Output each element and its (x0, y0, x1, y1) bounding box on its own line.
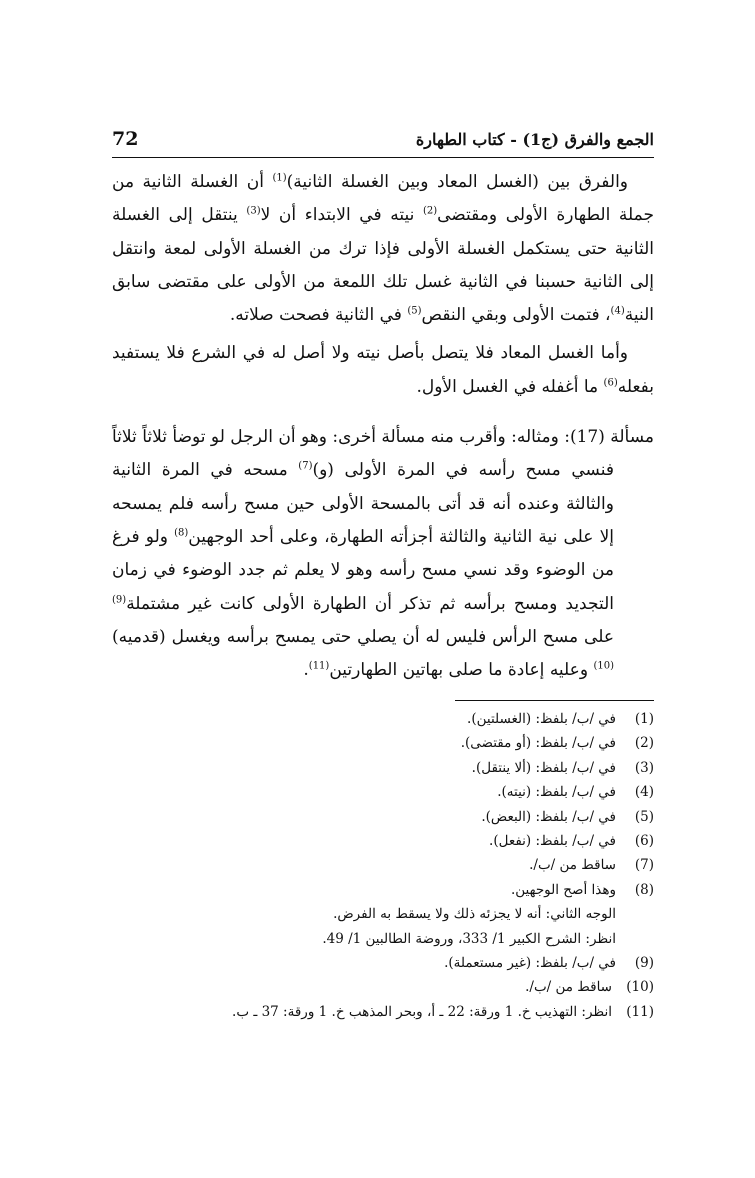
footnote-number: (6) (634, 833, 654, 850)
footnote-number: (4) (634, 784, 654, 801)
footnote-ref-4: (4) (610, 305, 625, 317)
footnote-item (112, 951, 654, 975)
footnote-text: في /ب/ بلفظ: (البعض). (481, 808, 616, 825)
running-title: الجمع والفرق (ج1) - كتاب الطهارة (415, 129, 654, 149)
footnote-continuation (112, 927, 654, 951)
footnote-item (112, 805, 654, 829)
footnote-text: ساقط من /ب/. (529, 857, 616, 874)
footnote-text: في /ب/ بلفظ: (نفعل). (489, 833, 616, 850)
footnote-number (616, 902, 654, 926)
footnote-divider (455, 700, 654, 701)
footnote-item (112, 756, 654, 780)
footnote-item (112, 878, 654, 902)
footnote-number: (1) (634, 711, 654, 727)
footnote-number: (5) (634, 808, 654, 825)
footnote-ref-11: (11) (308, 660, 330, 672)
footnote-text: في /ب/ بلفظ: (نيته). (497, 784, 616, 801)
footnote-number: (8) (634, 881, 654, 898)
footnote-item (112, 853, 654, 877)
footnote-text: في /ب/ بلفظ: (ألا ينتقل). (471, 759, 616, 776)
footnote-ref-9: (9) (112, 593, 127, 605)
footnote-number (616, 927, 654, 951)
footnote-number: (9) (634, 955, 654, 972)
footnote-item (112, 975, 654, 999)
footnote-ref-8: (8) (174, 527, 189, 539)
issue-label: مسألة (17) (569, 427, 655, 448)
page-number: 72 (112, 128, 139, 150)
paragraph-2: وأما الغسل المعاد فلا يتصل بأصل نيته ولا أصل له في الشرع فلا يستفيد بفعله$^{(6)}$ ما أغفله في الغسل الأول. (112, 343, 654, 397)
footnote-number: (3) (634, 759, 654, 776)
footnote-continuation (112, 902, 654, 926)
footnote-text: في /ب/ بلفظ: (أو مقتضى). (460, 735, 616, 752)
footnote-text: انظر: التهذيب خ. 1 ورقة: 22 ـ أ، وبحر المذهب خ. 1 ورقة: 37 ـ ب. (232, 1003, 612, 1020)
footnotes (112, 707, 654, 1024)
footnote-item (112, 707, 654, 731)
footnote-number: (2) (634, 735, 654, 752)
footnote-ref-6: (6) (603, 377, 618, 389)
footnote-ref-3: (3) (246, 205, 261, 217)
footnote-ref-5: (5) (407, 305, 422, 317)
header-divider (112, 157, 654, 158)
footnote-text: ساقط من /ب/. (525, 979, 612, 996)
page-header (112, 124, 654, 154)
footnote-ref-7: (7) (298, 460, 313, 472)
paragraph-1: والفرق بين (الغسل المعاد وبين الغسلة الثانية)$^{(1)}$ أن الغسلة الثانية من جملة الطهارة الأولى ومقتضى$^{(2)}$ نيته في الابتداء أن لا$^{(3)}$ ينتقل إلى الغسلة الثانية حتى يستكمل الغسلة الأولى فإذا ترك من الغسلة الأولى لمعة وانتقل إلى الثانية حسبنا في الثانية غسل تلك اللمعة من الأولى على مقتضى سابق النية$^{(4)}$، فتمت الأولى وبقي النقص$^{(5)}$ في الثانية فصحت صلاته. (112, 172, 654, 326)
paragraph-3-issue-17: مسألة (17): ومثاله: وأقرب منه مسألة أخرى: وهو أن الرجل لو توضأ ثلاثاً ثلاثاً فنسي مسح رأسه في المرة الأولى (و)$^{(7)}$ مسحه في المرة الثانية والثالثة وعنده أنه قد أتى بالمسحة الأولى حين مسح رأسه فلم يمسحه إلا على نية الثانية والثالثة أجزأته الطهارة، وعلى أحد الوجهين$^{(8)}$ ولو فرغ من الوضوء وقد نسي مسح رأسه وهو لا يعلم ثم جدد الوضوء في زمان التجديد ومسح برأسه ثم تذكر أن الطهارة الأولى كانت غير مشتملة$^{(9)}$ على مسح الرأس فليس له أن يصلي حتى يمسح برأسه ويغسل (قدميه)$^{(10)}$ وعليه إعادة ما صلى بهاتين الطهارتين$^{(11)}$. (112, 427, 655, 681)
footnote-text: انظر: الشرح الكبير 1/ 333، وروضة الطالبين 1/ 49. (322, 930, 616, 947)
footnote-text: في /ب/ بلفظ: (غير مستعملة). (444, 955, 616, 972)
footnote-number: (7) (634, 857, 654, 874)
footnote-item (112, 829, 654, 853)
footnote-number: (11) (626, 1003, 654, 1020)
footnote-number: (10) (626, 979, 654, 996)
footnote-item (112, 1000, 654, 1024)
main-text (112, 166, 654, 687)
footnote-ref-2: (2) (422, 205, 438, 217)
footnote-item (112, 731, 654, 755)
footnote-ref-10: (10) (593, 660, 614, 672)
footnote-ref-1: (1) (272, 172, 287, 184)
footnote-text: في /ب/ بلفظ: (الغسلتين). (467, 711, 616, 727)
footnote-text: وهذا أصح الوجهين. (510, 881, 616, 898)
footnote-item (112, 780, 654, 804)
footnote-text: الوجه الثاني: أنه لا يجزئه ذلك ولا يسقط به الفرض. (333, 906, 616, 923)
